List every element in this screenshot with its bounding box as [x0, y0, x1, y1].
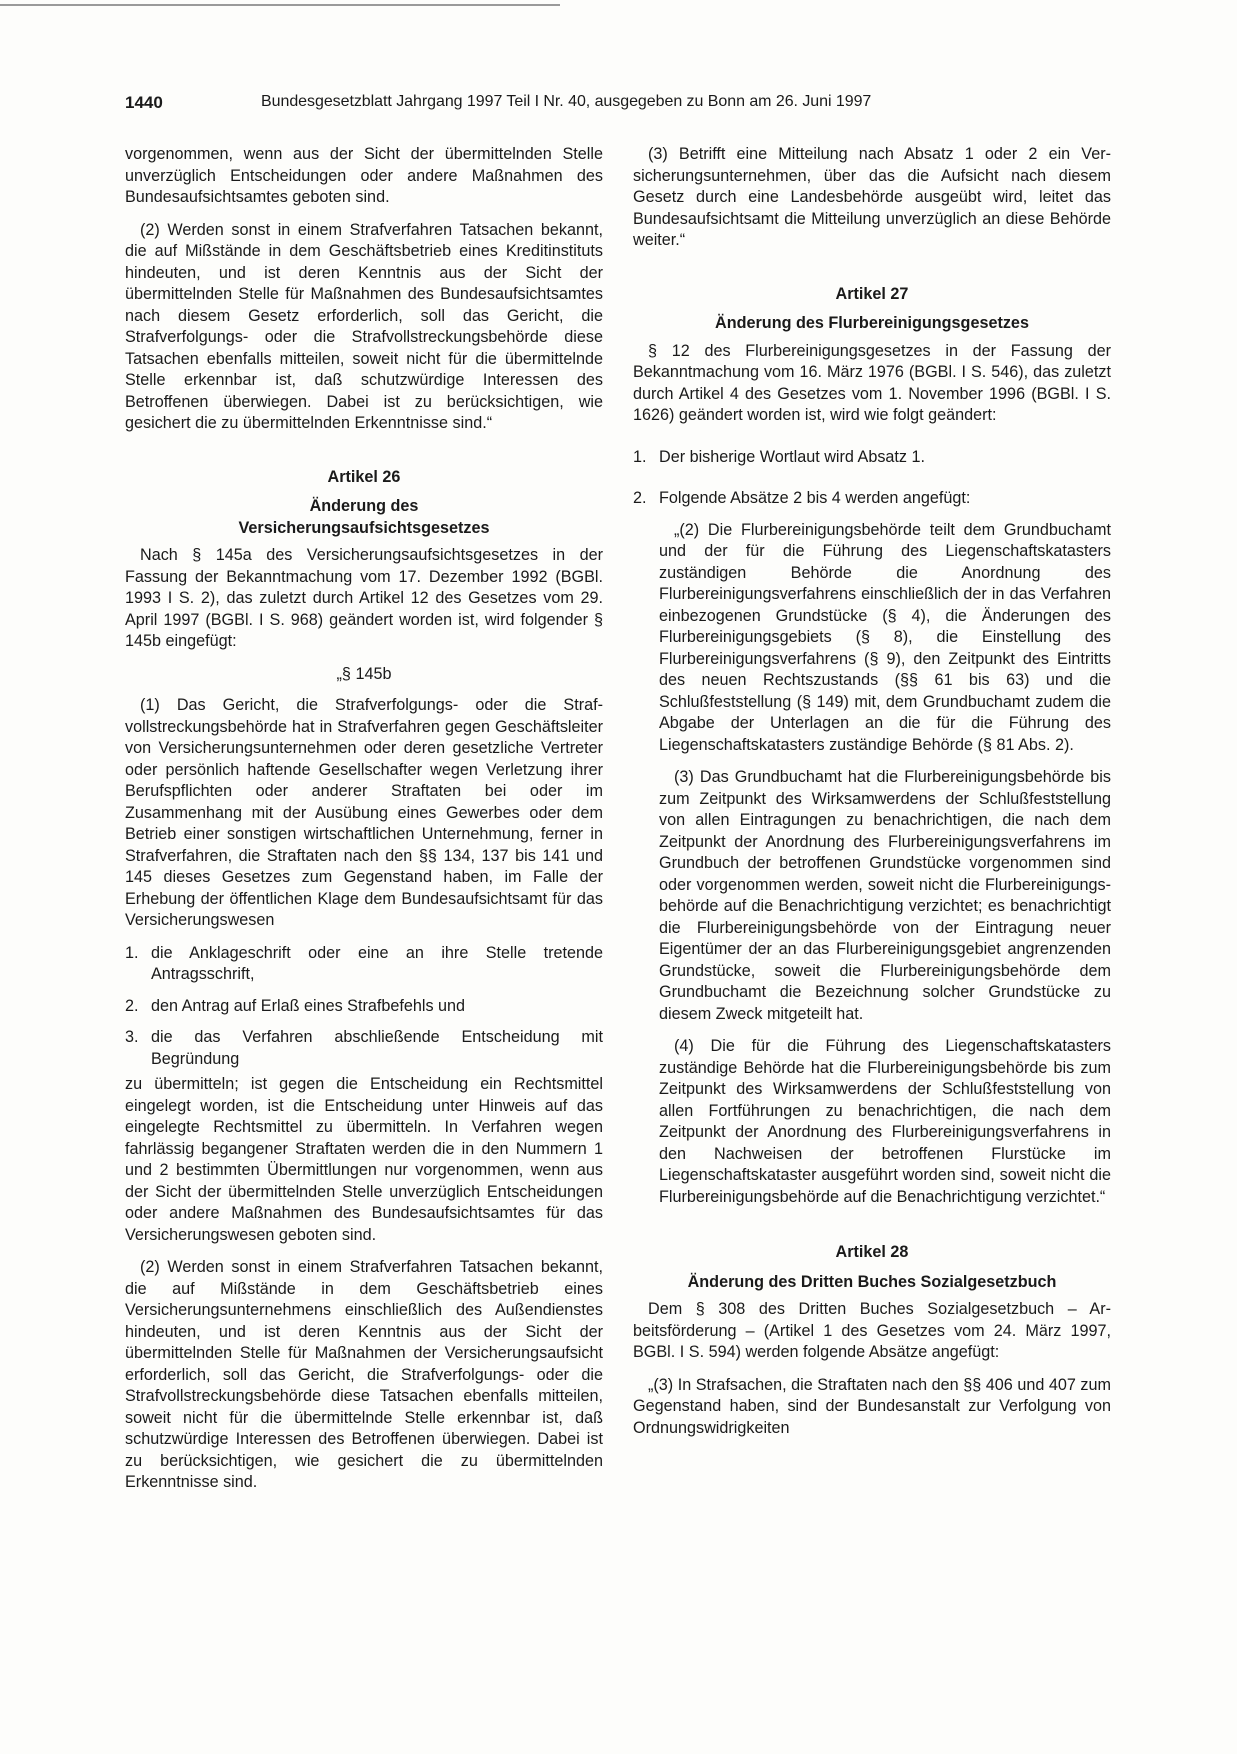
section-145b-para-2: (2) Werden sonst in einem Strafverfahren Tatsachen bekannt, die auf Mißstände in dem Geschäftsbetrieb eines Versicherungsunternehmens einschließlich des Außendienstes hindeuten, und ist deren Kenntnis aus der Sicht der übermittelnden Stelle für Maßnahmen der Versicherungsaufsicht erforderlich, soll das Gericht, die Strafverfolgungs- oder die Strafvollstreckungsbehörde diese Tatsachen ebenfalls mitteilen, soweit nicht für die übermittelnde Stelle erkennbar ist, daß schutzwürdige Interessen des Betroffenen überwiegen. Dabei ist zu berücksichtigen, wie gesichert die zu übermittelnden Erkenntnisse sind. — [125, 1258, 603, 1491]
list-item — [125, 1027, 603, 1070]
quoted-amendment — [659, 520, 1111, 1209]
list-item-number: 1. — [633, 447, 647, 466]
right-column — [633, 144, 1111, 1450]
running-title: Bundesgesetzblatt Jahrgang 1997 Teil I Nr. 40, ausgegeben zu Bonn am 26. Juni 1997 — [261, 93, 872, 110]
list-item-text: die das Verfahren abschließende Entscheidung mit Begründung — [151, 1028, 603, 1068]
left-column — [125, 144, 603, 1505]
list-item — [633, 447, 1111, 469]
article-26-intro: Nach § 145a des Versicherungsaufsichtsgesetzes in der Fassung der Bekanntmachung vom 17. Dezember 1992 (BGBl. 1993 I S. 2), das zuletzt durch Artikel 12 des Gesetzes vom 29. April 1997 (BGBl. I S. 968) geändert worden ist, wird folgender § 145b eingefügt: — [125, 546, 603, 650]
list-item — [125, 943, 603, 986]
article-26-number: Artikel 26 — [327, 467, 401, 486]
scan-artifact-line — [0, 4, 560, 6]
list-item-text: den Antrag auf Erlaß eines Strafbefehls und — [151, 996, 466, 1015]
article-28-title: Änderung des Dritten Buches Sozialgesetzbuch — [687, 1272, 1057, 1291]
list-item-text: die Anklageschrift oder eine an ihre Stelle tretende Antragsschrift, — [151, 943, 603, 983]
list-item — [125, 996, 603, 1018]
list-item-number: 2. — [125, 996, 139, 1015]
article-26-title: Änderung des Versicherungsaufsichtsgesetzes — [238, 497, 490, 537]
list-item-number: 3. — [125, 1028, 139, 1046]
article-27-intro: § 12 des Flurbereinigungsgesetzes in der Fassung der Bekanntmachung vom 16. März 1976 (BGBl. I S. 546), das zuletzt durch Artikel 4 des Gesetzes vom 1. November 1996 (BGBl. I S. 1626) geändert worden ist, wird wie folgt geändert: — [633, 341, 1111, 424]
paragraph-2: (2) Werden sonst in einem Strafverfahren Tatsachen bekannt, die auf Mißstände in dem Geschäftsbetrieb eines Kreditinstituts hindeuten, und ist deren Kenntnis aus der Sicht der übermittelnden Stelle für Maßnahmen des Bundesaufsichtsamtes nach diesem Gesetz erforderlich, soll das Gericht, die Strafverfolgungs- oder die Strafvollstreckungsbehörde diese Tatsachen ebenfalls mitteilen, soweit nicht für die übermittelnde Stelle erkennbar ist, daß schutzwürdige Interessen des Betroffenen überwiegen. Dabei ist zu berücksichtigen, wie gesichert die zu übermittelnden Erkenntnisse sind.“ — [125, 220, 603, 432]
quoted-paragraph-4: (4) Die für die Führung des Liegenschaftskatasters zuständige Behörde hat die Flurbereinigungsbehörde bis zum Zeitpunkt des Wirksamwerdens der Schlußfeststellung von allen Fortführungen zu benachrichtigen, die nach dem Zeitpunkt der Anordnung des Flurbereinigungsverfahrens in den Nachweisen der betroffenen Flurstücke im Liegenschaftskataster ausgeführt worden sind, soweit nicht die Flurbereinigungsbehörde auf die Benachrichtigung verzichtet.“ — [659, 1037, 1111, 1206]
list-item — [633, 488, 1111, 510]
section-145b-after-list: zu übermitteln; ist gegen die Entscheidung ein Rechtsmittel eingelegt worden, ist die Entscheidung unter Hinweis auf das eingelegte Rechtsmittel zu übermitteln. In Verfahren wegen fahrlässig begangener Straftaten werden die in den Nummern 1 und 2 bestimmten Übermittlungen nur vorgenommen, wenn aus der Sicht der übermittelnden Stelle unverzüglich Entscheidungen oder andere Maßnahmen des Bundesaufsichtsamtes für das Versicherungswesen geboten sind. — [125, 1075, 603, 1244]
article-27-title: Änderung des Flurbereinigungsgesetzes — [715, 314, 1029, 332]
list-item-number: 1. — [125, 943, 139, 962]
list-item-text: Folgende Absätze 2 bis 4 werden angefügt: — [659, 489, 971, 507]
article-28-intro: Dem § 308 des Dritten Buches Sozialgesetzbuch – Arbeitsförderung – (Artikel 1 des Gesetzes vom 24. März 1997, BGBl. I S. 594) werden folgende Absätze angefügt: — [633, 1300, 1111, 1361]
list-item-text: Der bisherige Wortlaut wird Absatz 1. — [659, 447, 926, 466]
article-27-number: Artikel 27 — [835, 284, 909, 303]
section-145b-heading: „§ 145b — [336, 664, 392, 683]
page-number: 1440 — [125, 93, 163, 112]
section-145b-para-1: (1) Das Gericht, die Strafverfolgungs- oder die Strafvollstreckungsbehörde hat in Strafverfahren gegen Geschäftsleiter von Versicherungsunternehmen oder deren gesetzliche Vertreter oder persönlich haftende Gesellschafter wegen Verletzung ihrer Berufspflichten oder anderer Straftaten bei oder im Zusammenhang mit der Ausübung eines Gewerbes oder dem Betrieb einer sonstigen wirtschaftlichen Unternehmung, ferner in Strafverfahren, die Straftaten nach den §§ 134, 137 bis 141 und 145 dieses Gesetzes zum Gegenstand haben, im Falle der Erhebung der öffentlichen Klage dem Bundesaufsichtsamt für das Versicherungswesen — [125, 696, 603, 929]
paragraph-continued: vorgenommen, wenn aus der Sicht der übermittelnden Stelle unverzüglich Entscheidungen oder andere Maßnahmen des Bundesaufsichtsamtes geboten sind. — [125, 145, 603, 206]
article-28-number: Artikel 28 — [835, 1243, 909, 1261]
article-28-quoted: „(3) In Strafsachen, die Straftaten nach den §§ 406 und 407 zum Gegenstand haben, sind der Bundesanstalt zur Verfolgung von Ordnungswidrigkeiten — [633, 1375, 1111, 1437]
quoted-paragraph-3: (3) Das Grundbuchamt hat die Flurbereinigungsbehörde bis zum Zeitpunkt des Wirksamwerdens der Schlußfeststellung von allen Eintragungen zu benachrichtigen, die nach dem Zeitpunkt der Anordnung des Flurbereinigungsverfahrens im Grundbuch der betroffenen Grundstücke vorgenommen sind oder vorgenommen werden, soweit nicht die Flurbereinigungsbehörde auf die Benachrichtigung verzichtet; es benachrichtigt die Flurbereinigungsbehörde von der Eintragung neuer Eigentümer der an das Flurbereinigungsgebiet angrenzenden Grundstücke, soweit die Flurbereinigungsbehörde dem Grundbuchamt die Bezeichnung solcher Grundstücke zu diesem Zweck mitgeteilt hat. — [659, 768, 1111, 1023]
list-item-number: 2. — [633, 489, 647, 507]
quoted-paragraph-2: „(2) Die Flurbereinigungsbehörde teilt dem Grundbuchamt und der für die Führung des Liegenschaftskatasters zuständigen Behörde die Anordnung des Flurbereinigungsverfahrens einschließlich der in das Verfahren einbezogenen Grundstücke (§ 4), die Änderungen des Flurbereinigungsgebiets (§ 8), die Einstellung des Flurbereinigungsverfahrens (§ 9), den Zeitpunkt des Eintritts des neuen Rechtszustands (§§ 61 bis 63) und die Schlußfeststellung (§ 149) mit, dem Grundbuchamt zudem die Abgabe der Unterlagen an die für die Führung des Liegenschaftskatasters zuständige Behörde (§ 81 Abs. 2). — [659, 520, 1111, 754]
paragraph-3: (3) Betrifft eine Mitteilung nach Absatz 1 oder 2 ein Versicherungsunternehmen, über das die Aufsicht nach diesem Gesetz durch eine Landesbehörde ausgeübt wird, leitet das Bundesaufsichtsamt die Mitteilung unverzüglich an diese Behörde weiter.“ — [633, 145, 1111, 249]
